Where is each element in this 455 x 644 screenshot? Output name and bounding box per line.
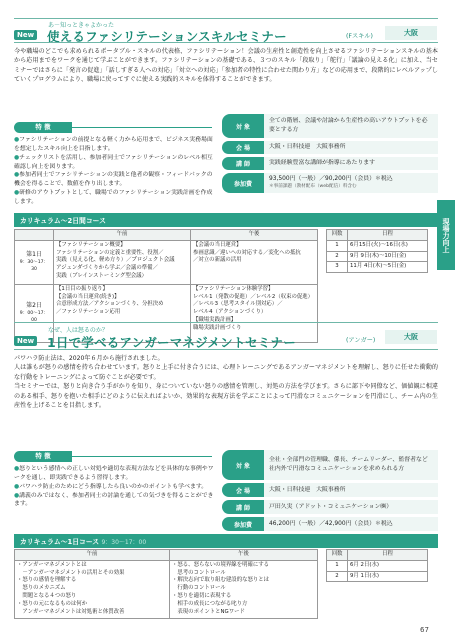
s2-feature-item: ●怒りという感情への正しい対処や適切な表現方法などを具体的な事例やワークを通し、即実践できるよう習得します。: [14, 466, 214, 481]
s1-info-venue: 会 場 大阪・日科技連 大阪事務所: [222, 141, 438, 154]
col-am: 午前: [54, 230, 191, 241]
s2-curriculum-table: [14, 549, 318, 619]
s2-tag: (アンガー): [346, 337, 376, 344]
s1-feature-item: ●ファシリテーションの前提となる軽く力から応用まで、ビジネス実務場面を想定したスキル向上を目指します。: [14, 137, 213, 152]
s2-title: 1日で学べるアンガーマネジメントセミナー: [47, 335, 296, 350]
s2-feature-item: ●講義のみではなく、参加者同士の討論を通しての気づきを得ることができます。: [14, 492, 214, 508]
table-header-row: [15, 230, 318, 241]
col-am: 午前: [15, 550, 170, 561]
s2-intro: [14, 354, 438, 411]
s1-fee-note: ＊事前課題（教材配布（web配信）料含む: [269, 183, 357, 189]
s1-feature-item: ●チェックリストを活用し、参加者同士でファシリテーションのレベル相互確認し向上を図ります。: [14, 154, 213, 170]
s1-feature-list: [14, 136, 214, 207]
s2-feature-rule: [72, 456, 212, 457]
schedule-row: 2 9月 9日(木)～10日(金): [327, 251, 428, 262]
s1-curriculum-bar: [14, 213, 438, 227]
s2-info-block: [222, 450, 438, 531]
s1-city: 大阪: [385, 26, 437, 40]
s1-info-fee: 参加費 93,500円（一般）／90,200円（会員）＊税込 ＊事前課題（教材配布（web配信）料含む: [222, 173, 438, 193]
s1-tag: (Fスキル): [346, 33, 373, 40]
s1-new-badge: New: [14, 30, 37, 40]
section1-rule: [14, 18, 438, 19]
s2-title-underline: [14, 349, 438, 350]
s2-new-badge: New: [14, 336, 37, 346]
s2-feature-item: ●パワハラ防止のためにどう指導したら良いのかのポイントも学べます。: [14, 483, 208, 490]
s2-curriculum-bar: [14, 534, 438, 548]
schedule-row: 2 9月 1日(水): [327, 571, 428, 582]
section2-rule: [14, 322, 438, 323]
s1-feature-rule: [72, 127, 212, 128]
table-row: ・アンガーマネジメントとは －アンガーマネジメントの活用とその効果 ・怒りの感情を理解する 怒りのメカニズム 問題となる４つの怒り ・怒りの元になるものは何か アンガーマネジメントは対処術と体質改善 ・怒る、怒らないの境界線を明確にする 思考のコントロール ・解決志向で取り組む建設的な怒りとは 行動のコントロール ・怒りを適切に表現する 相手の成長につながる叱り方 表現のポイントとNGワード: [15, 560, 318, 618]
table-row: 第1日 9：30～17：30 【ファシリテーション概要】 ファシリテーションの定義と重要性、役割／ 実践（見える化、軽め方り）／プロジェクト会議 アジェンダづくりから学ぶ／会議の準備／ 実践（ブレインストーミング型会議） 【会議の当日運営】 参画意識／違いへの対応する／変化への抵抗 ／対立の新議の活用: [15, 240, 318, 284]
s1-info-instructor: 講 師 実践経験豊富な講師が指導にあたります: [222, 157, 438, 170]
s2-schedule-table: 回数 日程 1 6月 2日(水) 2 9月 1日(水): [326, 549, 428, 582]
col-pm: 午後: [191, 230, 318, 241]
page-number: 67: [420, 626, 429, 634]
s2-info-instructor: 講 師 戸田久実（アドット・コミュニケーション㈱）: [222, 500, 438, 514]
s1-info-block: [222, 114, 438, 193]
s2-curriculum-time: 9：30～17：00: [101, 539, 147, 546]
s2-kicker: なぜ、人は怒るのか？: [48, 327, 108, 334]
s1-title-underline: [14, 42, 438, 43]
table-row: 第2日 9：00～17：00 【1日目の振り返り】 【会議の当日運営(続き)】 合意形成方法／アクションづくり、分担決め ／ファシリテーション応用 【ファシリテーション体験学習】 レベル1（発散の促進）／レベル2（収束の促進）／レベル3（思考スタイル別対応）／ レベル4（アクションづくり） 【職場実践計画】 職場実践計画づくり: [15, 284, 318, 342]
col-pm: 午後: [170, 550, 318, 561]
s2-info-fee: 参加費 46,200円（一般）／42,900円（会員）＊税込: [222, 517, 438, 531]
s2-feature-label: 特 徴: [14, 451, 72, 462]
s1-feature-item: ●研修のアウトプットとして、職場でのファシリテーション実践計画を作成します。: [14, 190, 213, 206]
schedule-row: 1 6月 2日(水): [327, 560, 428, 571]
s2-city: 大阪: [385, 330, 437, 344]
s1-feature-item: ●参加者同士でファシリテーションの実践と他者の観察・フィードバックの機会を得ることで、数値を作り出します。: [14, 172, 213, 188]
s1-intro: 今や職場のどこでも求められるポータブル・スキルの代表格、ファシリテーション！会議の生産性と創造性を向上させるファシリテーションスキルの基本から応用までをワークを通じて学ぶことができます。ファシリテーションの基礎である、３つのスキル「段取り」「舵行」「議論の見える化」に加え、当セミナーではさらに「発言の促進」「話しすぎる人への対応」「対立への対応」「参加者の特性に合わせた関わり方」などの応用まで、段階的にレベルアップしていくプログラムにより、職場に戻ってすぐに使える実践的スキルを体得することができます。: [14, 48, 438, 84]
s2-info-venue: 会 場 大阪・日科技連 大阪事務所: [222, 483, 438, 497]
s2-intro-3: 当セミナーでは、怒りと向き合う手がかりを知り、身についていない怒りの感情を管理し、対処の方法を学びます。さらに部下や同僚など、価値観に相違のある相手、怒りを抱いた相手にどのように伝えればよいか、効果的な表現方法を学ぶことによって円滑なコミュニケーションを円滑にし、チーム内の生産性を上げることを目指します。: [14, 383, 438, 410]
s1-feature-label: 特 徴: [14, 122, 72, 133]
schedule-row: 3 11月 4日(木)～5日(金): [327, 262, 428, 273]
s1-title: 使えるファシリテーションスキルセミナー: [47, 29, 287, 44]
s2-intro-1: パワハラ防止法は、2020年６月から施行されました。: [14, 355, 164, 362]
s2-curriculum-title: カリキュラム～1日コース: [20, 538, 100, 546]
s1-kicker: あ－知っときゃよかった: [48, 22, 115, 29]
s1-info-target: 対 象 全ての階層、会議や討論から生産性の高いアウトプットを必要とする方: [222, 114, 438, 138]
s2-feature-list: [14, 465, 214, 509]
s2-intro-2: 人は誰もが怒りの感情を持ち合わせています。怒りと上手に付き合うには、心理トレーニングであるアンガーマネジメントを理解し、怒りに任せた衝動的な行動をトレーニングによって防ぐことが必要です。: [14, 364, 438, 381]
s1-fee-value: 93,500円（一般）／90,200円（会員）＊税込: [269, 176, 393, 183]
schedule-row: 1 6月15日(火)～16日(水): [327, 240, 428, 251]
s1-curriculum-title: カリキュラム～2日間コース: [20, 217, 106, 225]
s1-schedule-table: 回数 日程 1 6月15日(火)～16日(水) 2 9月 9日(木)～10日(金) 3 11月 4日(木)～5日(金): [326, 229, 428, 273]
side-tab: 現場力向上: [437, 200, 455, 270]
s2-info-target: 対 象 全社・全部門の管理職、係長、チームリーダー、監督者など社内外で円滑なコミュニケーションを求められる方: [222, 450, 438, 480]
